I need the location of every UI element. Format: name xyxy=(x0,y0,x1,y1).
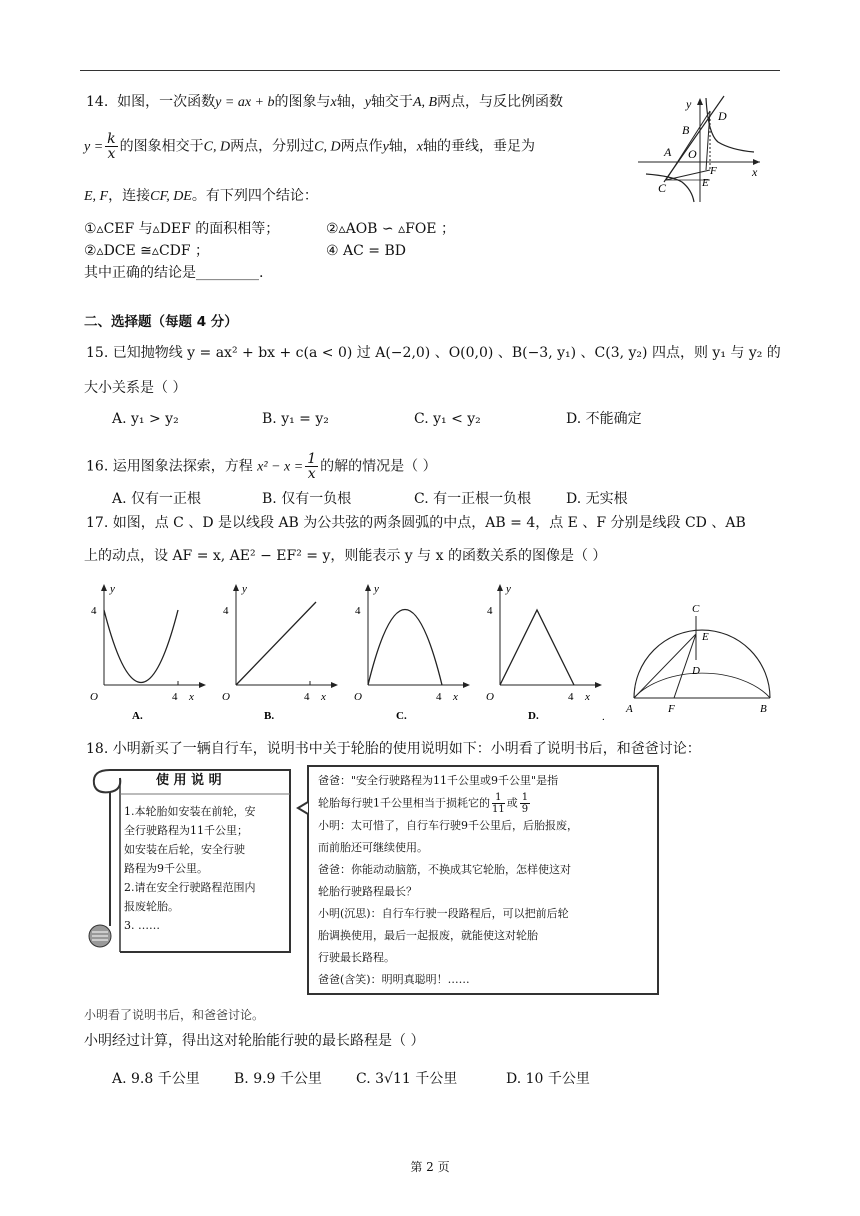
arc-fig-label-C: C xyxy=(692,603,700,615)
manual-line: 1.本轮胎如安装在前轮，安 xyxy=(124,805,256,818)
graph-b-tick-4: 4 xyxy=(223,605,229,617)
dialog-line: 爸爸：你能动动脑筋，不换成其它轮胎，怎样使这对 xyxy=(318,863,571,876)
q14-line3: E, F，连接CF, DE。有下列四个结论： xyxy=(84,188,318,204)
q14-fig-label-A: A xyxy=(664,145,672,159)
graph-a-origin: O xyxy=(90,691,98,703)
arc-fig-label-E: E xyxy=(702,631,709,643)
dialog-line: 爸爸："安全行驶路程为11千公里或9千公里"是指 xyxy=(318,774,559,787)
q14-line2: y = $\frac{k}{x}$ 的图象相交于C, D两点，分别过C, D两点作y轴，x轴的垂线，垂足为 xyxy=(84,131,535,162)
q17-line1: 17. 如图，点 C 、D 是以线段 AB 为公共弦的两条圆弧的中点，AB = 4，点 E 、F 分别是线段 CD 、AB xyxy=(86,515,746,531)
q17-graph-c xyxy=(350,580,474,722)
graph-c-y-label: y xyxy=(374,583,379,595)
q14-line1: 14. 如图，一次函数y = ax + b的图象与x轴，y轴交于A, B两点，与反比例函数 xyxy=(86,94,564,110)
q14-figure xyxy=(636,94,766,204)
arc-fig-label-F: F xyxy=(668,703,675,715)
q17-graph-d xyxy=(482,580,606,722)
q14-fig-label-B: B xyxy=(682,123,690,137)
q18-line2: 小明经过计算，得出这对轮胎能行驶的最长路程是（ ） xyxy=(84,1033,425,1049)
fraction-1-11: $\frac{1}{11}$ xyxy=(492,792,505,815)
manual-line: 如安装在后轮，安全行驶 xyxy=(124,843,245,856)
q18-line1: 18. 小明新买了一辆自行车，说明书中关于轮胎的使用说明如下：小明看了说明书后，和爸爸讨论： xyxy=(86,741,701,757)
q14-conclusion-2: ②▵AOB ∽ ▵FOE ； xyxy=(326,221,455,237)
q18-option-a: A. 9.8 千公里 xyxy=(112,1071,200,1087)
graph-d-letter: D. xyxy=(528,710,539,722)
graph-d-y-label: y xyxy=(506,583,511,595)
dialog-line: 轮胎每行驶1千公里相当于损耗它的 $\frac{1}{11}$ 或 $\frac{1}{9}$ xyxy=(318,792,529,815)
graph-b-x-tick: 4 xyxy=(304,691,310,703)
dialog-line: 小明：太可惜了，自行车行驶9千公里后，后胎报废， xyxy=(318,819,578,832)
q16-option-d: D. 无实根 xyxy=(566,491,628,507)
manual-line: 全行驶路程为11千公里； xyxy=(124,824,248,837)
graph-a-x-label: x xyxy=(189,691,194,703)
q16-option-b: B. 仅有一负根 xyxy=(262,491,352,507)
q18-option-b: B. 9.9 千公里 xyxy=(234,1071,322,1087)
q14-fig-label-E: E xyxy=(702,177,709,189)
graph-a-letter: A. xyxy=(132,710,143,722)
arc-fig-label-D: D xyxy=(692,665,700,677)
dialog-line: 而前胎还可继续使用。 xyxy=(318,841,428,854)
q14-fig-label-F: F xyxy=(710,165,717,177)
manual-line: 3. …… xyxy=(124,919,160,932)
q14-fig-label-y: y xyxy=(686,97,692,111)
q14-fig-label-x: x xyxy=(752,165,758,179)
graph-c-letter: C. xyxy=(396,710,407,722)
page-number: 第 2 页 xyxy=(410,1160,450,1174)
arc-fig-label-B: B xyxy=(760,703,767,715)
q16-line: 16. 运用图象法探索，方程 x² − x = $\frac{1}{x}$ 的解的情况是（ ） xyxy=(86,451,437,482)
graph-d-origin: O xyxy=(486,691,494,703)
q16-option-c: C. 有一正根一负根 xyxy=(414,491,532,507)
graph-c-origin: O xyxy=(354,691,362,703)
q17-graph-a xyxy=(86,580,210,722)
fraction-1-over-x: $\frac{1}{x}$ xyxy=(307,451,317,482)
graph-a-tick-4: 4 xyxy=(91,605,97,617)
manual-title: 使 用 说 明 xyxy=(156,773,222,788)
arc-fig-label-A: A xyxy=(626,703,633,715)
graph-d-x-tick: 4 xyxy=(568,691,574,703)
header-rule xyxy=(80,70,780,71)
q17-line2: 上的动点，设 AF = x, AE² − EF² = y，则能表示 y 与 x 的函数关系的图像是（ ） xyxy=(84,548,607,564)
graph-b-x-label: x xyxy=(321,691,326,703)
dialog-line: 小明(沉思)：自行车行驶一段路程后，可以把前后轮 xyxy=(318,907,569,920)
q15-option-c: C. y₁ < y₂ xyxy=(414,411,481,427)
dialog-line: 轮胎行驶路程最长？ xyxy=(318,885,417,898)
graph-c-tick-4: 4 xyxy=(355,605,361,617)
q14-fig-label-D: D xyxy=(718,109,727,123)
q17-graph-b xyxy=(218,580,342,722)
q18-image-caption: 小明看了说明书后，和爸爸讨论。 xyxy=(84,1008,265,1022)
graph-c-x-label: x xyxy=(453,691,458,703)
q15-option-a: A. y₁ > y₂ xyxy=(112,411,179,427)
graph-d-tick-4: 4 xyxy=(487,605,493,617)
graph-b-y-label: y xyxy=(242,583,247,595)
arc-fig-dot: . xyxy=(602,711,605,723)
graph-d-x-label: x xyxy=(585,691,590,703)
q14-fig-label-C: C xyxy=(658,181,667,195)
graph-a-y-label: y xyxy=(110,583,115,595)
q15-line1: 15. 已知抛物线 y = ax² + bx + c(a < 0) 过 A(−2,0) 、O(0,0) 、B(−3, y₁) 、C(3, y₂) 四点，则 y₁ 与 y₂ 的 xyxy=(86,345,781,361)
dialog-line: 爸爸(含笑)：明明真聪明！…… xyxy=(318,973,470,986)
q14-conclusion-3: ②▵DCE ≅▵CDF ； xyxy=(84,243,210,259)
q14-conclusion-4: ④ AC = BD xyxy=(326,243,406,259)
q15-line2: 大小关系是（ ） xyxy=(84,380,187,396)
dialog-line: 胎调换使用，最后一起报废，就能使这对轮胎 xyxy=(318,929,538,942)
q17-arc-figure xyxy=(602,598,782,724)
q16-option-a: A. 仅有一正根 xyxy=(112,491,202,507)
section-title: 二、选择题（每题 4 分） xyxy=(84,314,238,330)
manual-line: 2.请在安全行驶路程范围内 xyxy=(124,881,256,894)
q15-option-d: D. 不能确定 xyxy=(566,411,642,427)
dialog-line: 行驶最长路程。 xyxy=(318,951,395,964)
graph-b-origin: O xyxy=(222,691,230,703)
q15-option-b: B. y₁ = y₂ xyxy=(262,411,329,427)
graph-a-x-tick: 4 xyxy=(172,691,178,703)
q18-option-c: C. 3√11 千公里 xyxy=(356,1071,458,1087)
q14-conclusion-1: ①▵CEF 与▵DEF 的面积相等； xyxy=(84,221,280,237)
manual-line: 报废轮胎。 xyxy=(124,900,179,913)
q14-question: 其中正确的结论是_________. xyxy=(84,265,264,281)
q18-option-d: D. 10 千公里 xyxy=(506,1071,590,1087)
fraction-k-over-x: $\frac{k}{x}$ xyxy=(107,131,116,162)
q14-fig-label-O: O xyxy=(688,147,697,161)
manual-text xyxy=(124,802,256,935)
graph-b-letter: B. xyxy=(264,710,275,722)
manual-line: 路程为9千公里。 xyxy=(124,862,208,875)
fraction-1-9: $\frac{1}{9}$ xyxy=(521,792,529,815)
dialog-text xyxy=(318,770,578,991)
graph-c-x-tick: 4 xyxy=(436,691,442,703)
